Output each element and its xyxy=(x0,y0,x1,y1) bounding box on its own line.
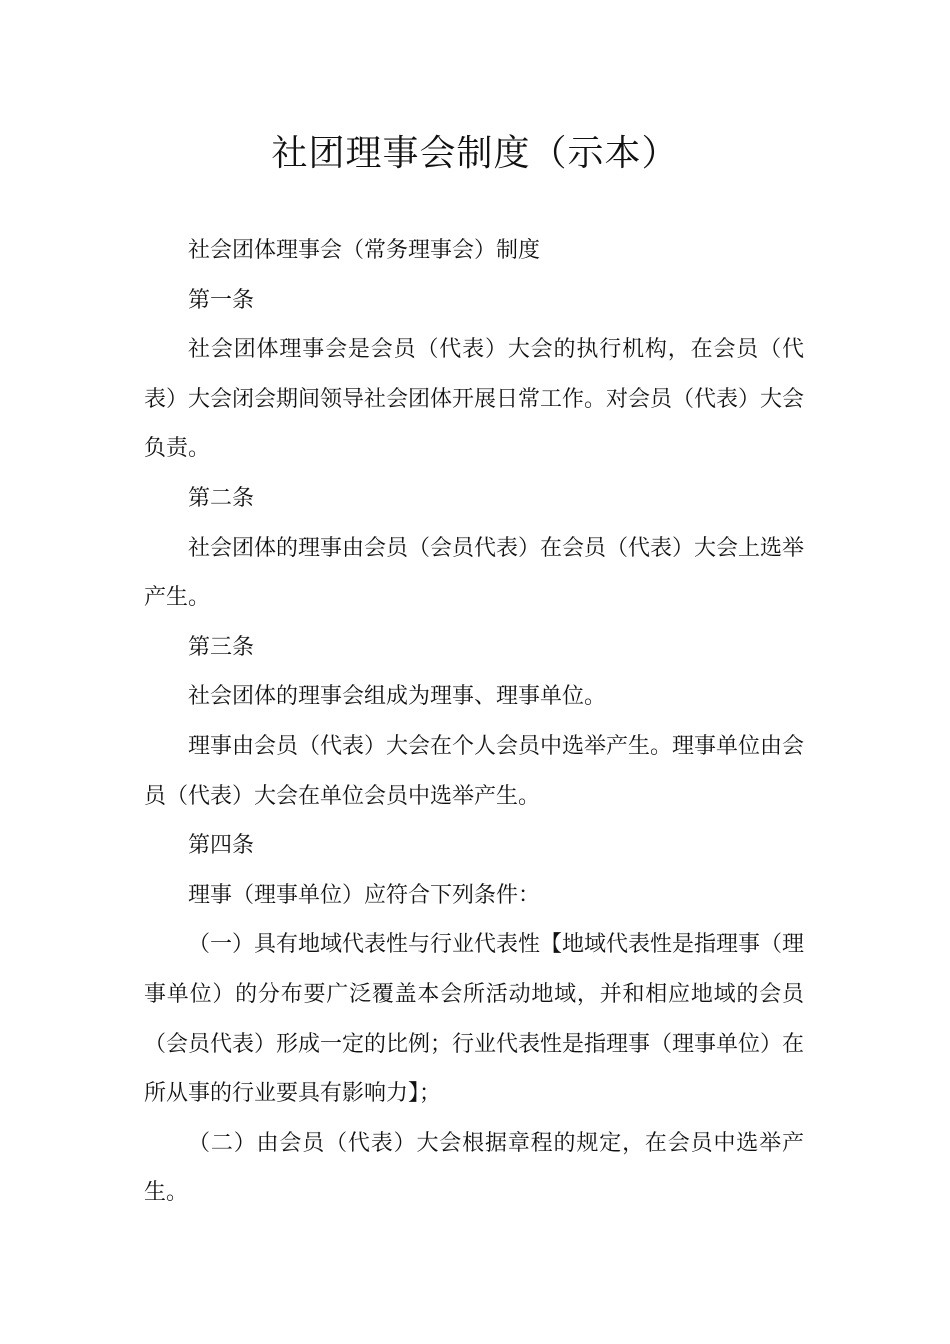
article-4-intro: 理事（理事单位）应符合下列条件： xyxy=(188,882,541,908)
document-body xyxy=(144,226,804,1218)
article-3-heading: 第三条 xyxy=(188,634,255,660)
article-1-text: 社会团体理事会是会员（代表）大会的执行机构，在会员（代表）大会闭会期间领导社会团体开展日常工作。对会员（代表）大会负责。 xyxy=(144,337,805,462)
article-2-text: 社会团体的理事由会员（会员代表）在会员（代表）大会上选举产生。 xyxy=(144,535,805,611)
article-4-heading: 第四条 xyxy=(188,833,255,859)
article-3-text-2: 理事由会员（代表）大会在个人会员中选举产生。理事单位由会员（代表）大会在单位会员中选举产生。 xyxy=(144,733,805,809)
heading-system-name: 社会团体理事会（常务理事会）制度 xyxy=(188,238,541,263)
article-4-item-1: （一）具有地域代表性与行业代表性【地域代表性是指理事（理事单位）的分布要广泛覆盖本会所活动地域，并和相应地域的会员（会员代表）形成一定的比例；行业代表性是指理事（理事单位）在所从事的行业要具有影响力】； xyxy=(144,932,805,1107)
article-3-text-1: 社会团体的理事会组成为理事、理事单位。 xyxy=(188,684,607,710)
article-1-heading: 第一条 xyxy=(188,287,255,313)
article-4-item-2: （二）由会员（代表）大会根据章程的规定，在会员中选举产生。 xyxy=(144,1130,804,1206)
article-2-heading: 第二条 xyxy=(188,485,255,511)
document-title: 社团理事会制度（示本） xyxy=(271,133,679,174)
